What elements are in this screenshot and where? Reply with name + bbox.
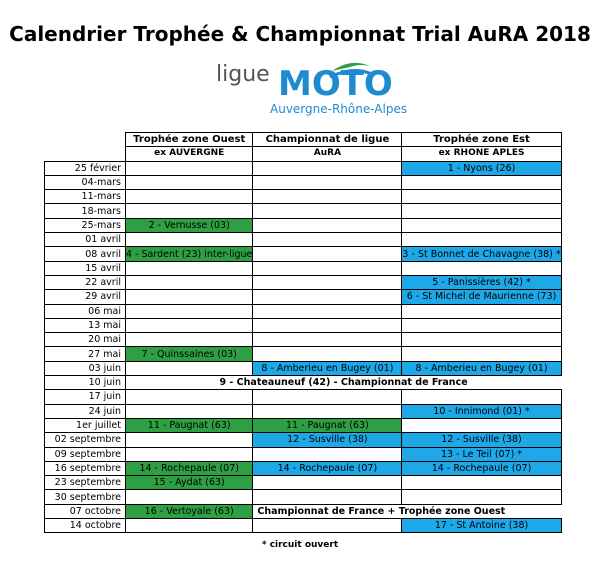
ouest-cell (126, 490, 253, 504)
ouest-cell: 16 - Vertoyale (63) (126, 504, 253, 518)
ouest-cell (126, 361, 253, 375)
table-row (45, 476, 562, 490)
est-cell (402, 490, 561, 504)
table-row (45, 447, 562, 461)
ouest-cell (126, 390, 253, 404)
ligue-cell (253, 318, 402, 332)
ligue-cell (253, 204, 402, 218)
date-cell: 27 mai (45, 347, 126, 361)
header-ouest: Trophée zone Ouest (126, 133, 253, 147)
ligue-cell (253, 261, 402, 275)
subheader-ligue: AuRA (253, 147, 402, 161)
table-row (45, 175, 562, 189)
table-row (45, 290, 562, 304)
date-cell: 1er juillet (45, 418, 126, 432)
table-row (45, 261, 562, 275)
date-cell: 18-mars (45, 204, 126, 218)
ligue-cell (253, 390, 402, 404)
date-cell: 08 avril (45, 247, 126, 261)
est-cell (402, 476, 561, 490)
ouest-cell: 7 - Quinssaines (03) (126, 347, 253, 361)
ouest-cell (126, 404, 253, 418)
subheader-est: ex RHONE APLES (402, 147, 561, 161)
ligue-cell (253, 247, 402, 261)
table-row (45, 233, 562, 247)
logo-word-moto: MOTO (278, 64, 393, 104)
ouest-cell: 2 - Vernusse (03) (126, 218, 253, 232)
ouest-cell (126, 519, 253, 533)
subheader-blank (45, 147, 126, 161)
ouest-cell: 15 - Aydat (63) (126, 476, 253, 490)
est-cell (402, 318, 561, 332)
table-row (45, 190, 562, 204)
header-est: Trophée zone Est (402, 133, 561, 147)
table-row (45, 461, 562, 475)
date-cell: 30 septembre (45, 490, 126, 504)
date-cell: 09 septembre (45, 447, 126, 461)
ouest-cell (126, 204, 253, 218)
table-row (45, 333, 562, 347)
ligue-cell (253, 333, 402, 347)
ligue-cell (253, 275, 402, 289)
ouest-cell (126, 233, 253, 247)
date-cell: 25-mars (45, 218, 126, 232)
est-cell: 8 - Amberieu en Bugey (01) (402, 361, 561, 375)
est-cell: 5 - Panissières (42) * (402, 275, 561, 289)
date-cell: 25 février (45, 161, 126, 175)
table-row (45, 390, 562, 404)
est-cell (402, 347, 561, 361)
date-cell: 10 juin (45, 376, 126, 390)
table-row (45, 318, 562, 332)
est-cell: 6 - St Michel de Maurienne (73) (402, 290, 561, 304)
ligue-cell (253, 476, 402, 490)
ligue-cell (253, 404, 402, 418)
ligue-cell: 8 - Amberieu en Bugey (01) (253, 361, 402, 375)
est-cell (402, 190, 561, 204)
ligue-cell (253, 233, 402, 247)
header-row (45, 133, 562, 147)
ouest-cell: 14 - Rochepaule (07) (126, 461, 253, 475)
est-cell: 3 - St Bonnet de Chavagne (38) * (402, 248, 561, 260)
ligue-cell (253, 190, 402, 204)
date-cell: 29 avril (45, 290, 126, 304)
table-row (45, 347, 562, 361)
header-blank (45, 133, 126, 147)
ligue-cell (253, 218, 402, 232)
table-row (45, 204, 562, 218)
est-cell (402, 333, 561, 347)
date-cell: 22 avril (45, 275, 126, 289)
est-cell (402, 175, 561, 189)
date-cell: 01 avril (45, 233, 126, 247)
table-row (45, 433, 562, 447)
est-cell: 12 - Susville (38) (402, 433, 561, 447)
est-cell (402, 233, 561, 247)
ouest-cell (126, 161, 253, 175)
table-row (45, 275, 562, 289)
ligue-moto-logo (212, 57, 408, 119)
date-cell: 07 octobre (45, 504, 126, 518)
table-row (45, 247, 562, 261)
date-cell: 13 mai (45, 318, 126, 332)
ouest-cell (126, 433, 253, 447)
ligue-cell (253, 290, 402, 304)
ouest-cell (126, 175, 253, 189)
ligue-cell: 14 - Rochepaule (07) (253, 461, 402, 475)
logo-graphic (212, 57, 408, 119)
ligue-cell: 11 - Paugnat (63) (253, 418, 402, 432)
est-cell: 14 - Rochepaule (07) (402, 461, 561, 475)
ligue-cell (253, 447, 402, 461)
table-row (45, 504, 562, 518)
ouest-cell (126, 447, 253, 461)
ligue-cell (253, 490, 402, 504)
date-cell: 20 mai (45, 333, 126, 347)
est-cell: 13 - Le Teil (07) * (402, 447, 561, 461)
est-cell (402, 261, 561, 275)
calendar-table (44, 132, 562, 533)
table-row (45, 218, 562, 232)
est-cell: 1 - Nyons (26) (402, 161, 561, 175)
est-cell (402, 390, 561, 404)
date-cell: 03 juin (45, 361, 126, 375)
est-cell: 17 - St Antoine (38) (402, 519, 561, 533)
date-cell: 15 avril (45, 261, 126, 275)
subheader-row (45, 147, 562, 161)
ouest-cell: 11 - Paugnat (63) (126, 418, 253, 432)
date-cell: 23 septembre (45, 476, 126, 490)
est-cell (402, 204, 561, 218)
ouest-cell (126, 275, 253, 289)
subheader-ouest: ex AUVERGNE (126, 147, 253, 161)
date-cell: 14 octobre (45, 519, 126, 533)
table-row (45, 418, 562, 432)
est-cell: 10 - Innimond (01) * (402, 404, 561, 418)
national-event-cell: Championnat de France + Trophée zone Ouest (253, 504, 561, 518)
date-cell: 16 septembre (45, 461, 126, 475)
table-row (45, 490, 562, 504)
table-row (45, 519, 562, 533)
date-cell: 06 mai (45, 304, 126, 318)
ligue-cell (253, 347, 402, 361)
ligue-cell (253, 175, 402, 189)
header-ligue: Championnat de ligue (253, 133, 402, 147)
table-row (45, 404, 562, 418)
table-row (45, 361, 562, 375)
table-row (45, 376, 562, 390)
ligue-cell (253, 161, 402, 175)
national-event-cell: 9 - Chateauneuf (42) - Championnat de France (126, 376, 562, 390)
ouest-cell (126, 318, 253, 332)
date-cell: 11-mars (45, 190, 126, 204)
date-cell: 04-mars (45, 175, 126, 189)
ouest-cell (126, 190, 253, 204)
date-cell: 24 juin (45, 404, 126, 418)
ouest-cell (126, 290, 253, 304)
table-row (45, 304, 562, 318)
ligue-cell (253, 519, 402, 533)
date-cell: 02 septembre (45, 433, 126, 447)
est-cell (402, 218, 561, 232)
table-row (45, 161, 562, 175)
ouest-cell (126, 333, 253, 347)
est-cell (402, 304, 561, 318)
ligue-cell (253, 304, 402, 318)
footnote: * circuit ouvert (261, 540, 339, 550)
ouest-cell (126, 304, 253, 318)
page-title: Calendrier Trophée & Championnat Trial AuRA 2018 (9, 22, 591, 46)
logo-word-ligue: ligue (216, 62, 270, 87)
ligue-cell: 12 - Susville (38) (253, 433, 402, 447)
date-cell: 17 juin (45, 390, 126, 404)
est-cell (402, 418, 561, 432)
logo-region: Auvergne-Rhône-Alpes (270, 102, 408, 116)
ouest-cell (126, 261, 253, 275)
ouest-cell: 4 - Sardent (23) inter-ligue (126, 248, 253, 260)
